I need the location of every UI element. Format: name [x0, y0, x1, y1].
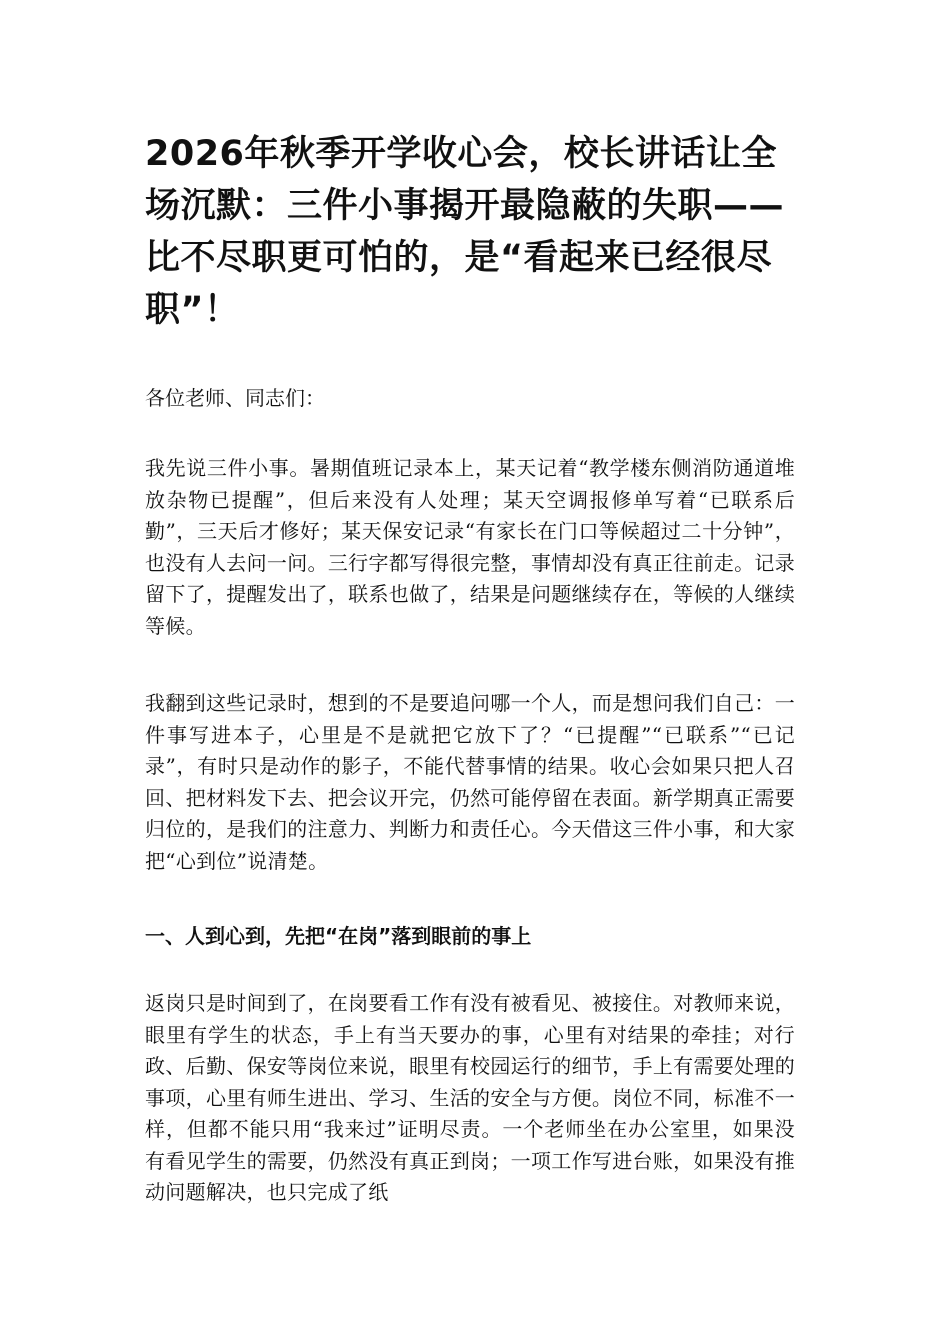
section-heading-1: 一、人到心到，先把“在岗”落到眼前的事上 — [145, 924, 532, 948]
salutation: 各位老师、同志们： — [145, 386, 325, 410]
paragraph-three-incidents: 我先说三件小事。暑期值班记录本上，某天记着“教学楼东侧消防通道堆放杂物已提醒”，但后来没有人处理；某天空调报修单写着“已联系后勤”，三天后才修好；某天保安记录“有家长在门口等候超过二十分钟”，也没有人去问一问。三行字都写得很完整，事情却没有真正往前走。记录留下了，提醒发出了，联系也做了，结果是问题继续存在，等候的人继续等候。 — [145, 456, 795, 638]
document-page — [145, 128, 805, 336]
document-title: 2026年秋季开学收心会，校长讲话让全场沉默：三件小事揭开最隐蔽的失职——比不尽职更可怕的，是“看起来已经很尽职”！ — [145, 134, 785, 330]
section-1-paragraph: 返岗只是时间到了，在岗要看工作有没有被看见、被接住。对教师来说，眼里有学生的状态，手上有当天要办的事，心里有对结果的牵挂；对行政、后勤、保安等岗位来说，眼里有校园运行的细节，手上有需要处理的事项，心里有师生进出、学习、生活的安全与方便。岗位不同，标准不一样，但都不能只用“我来过”证明尽责。一个老师坐在办公室里，如果没有看见学生的需要，仍然没有真正到岗；一项工作写进台账，如果没有推动问题解决，也只完成了纸 — [145, 991, 795, 1204]
paragraph-reflection: 我翻到这些记录时，想到的不是要追问哪一个人，而是想问我们自己：一件事写进本子，心里是不是就把它放下了？“已提醒”“已联系”“已记录”，有时只是动作的影子，不能代替事情的结果。收心会如果只把人召回、把材料发下去、把会议开完，仍然可能停留在表面。新学期真正需要归位的，是我们的注意力、判断力和责任心。今天借这三件小事，和大家把“心到位”说清楚。 — [145, 691, 795, 873]
